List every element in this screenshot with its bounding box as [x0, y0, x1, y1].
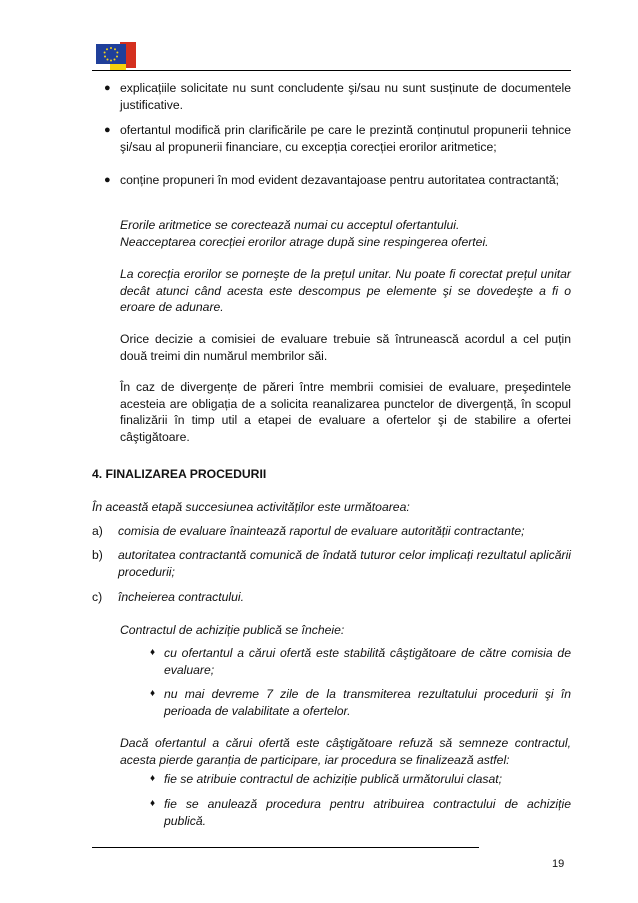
bullet-icon: ●	[104, 174, 111, 186]
contract-item-text: nu mai devreme 7 zile de la transmiterea rezultatului procedurii şi în perioada de valabilitate a ofertelor.	[164, 687, 571, 718]
contract-intro-text: Contractul de achiziție publică se încheie:	[120, 623, 345, 637]
list-item	[150, 771, 571, 788]
bullet-text: explicațiile solicitate nu sunt concludente şi/sau nu sunt susținute de documentele justificative.	[120, 81, 571, 112]
header-rule	[92, 70, 571, 71]
list-item	[92, 589, 571, 606]
list-item	[150, 686, 571, 719]
section-heading: 4. FINALIZAREA PROCEDURII	[92, 467, 267, 481]
bullet-icon: ●	[104, 82, 111, 94]
list-item	[92, 523, 571, 540]
divergence-paragraph	[120, 379, 571, 445]
step-label: a)	[92, 524, 103, 538]
correction-text: La corecția erorilor se porneşte de la prețul unitar. Nu poate fi corectat prețul unitar decât atunci când acesta este descompus pe elemente şi se dovedeşte a fi o eroare de adunare.	[120, 267, 571, 314]
decision-paragraph	[120, 331, 571, 364]
refusal-item-text: fie se atribuie contractul de achiziție publică următorului clasat;	[164, 772, 503, 786]
diamond-bullet-icon: ♦	[150, 647, 156, 658]
refusal-text: Dacă ofertantul a cărui ofertă este câştigătoare refuză să semneze contractul, acesta pierde garanția de participare, iar procedura se finalizează astfel:	[120, 736, 571, 767]
step-text: comisia de evaluare înaintează raportul de evaluare autorității contractante;	[118, 524, 525, 538]
correction-paragraph	[120, 266, 571, 316]
diamond-bullet-icon: ♦	[150, 798, 156, 809]
list-item	[104, 172, 571, 189]
step-text: autoritatea contractantă comunică de îndată tuturor celor implicați rezultatul aplicării procedurii;	[118, 548, 571, 579]
bullet-text: conține propuneri în mod evident dezavantajoase pentru autoritatea contractantă;	[120, 173, 560, 187]
refusal-paragraph	[120, 735, 571, 768]
step-label: b)	[92, 548, 103, 562]
list-item	[92, 547, 571, 580]
list-item	[150, 796, 571, 829]
refusal-item-text: fie se anulează procedura pentru atribuirea contractului de achiziție publică.	[164, 797, 571, 828]
bullet-text: ofertantul modifică prin clarificările pe care le prezintă conținutul propunerii tehnice şi/sau al propunerii financiare, cu excepția corecției erorilor aritmetice;	[120, 123, 571, 154]
eu-romania-logo	[96, 40, 136, 72]
footer-rule	[92, 847, 479, 848]
contract-intro	[120, 622, 571, 639]
step-text: încheierea contractului.	[118, 590, 245, 604]
page-number: 19	[552, 858, 565, 870]
step-label: c)	[92, 590, 103, 604]
diamond-bullet-icon: ♦	[150, 688, 156, 699]
diamond-bullet-icon: ♦	[150, 773, 156, 784]
errors-line-2: Neacceptarea corecției erorilor atrage după sine respingerea ofertei.	[120, 234, 489, 249]
bullet-icon: ●	[104, 124, 111, 136]
section-intro: În această etapă succesiunea activităților este următoarea:	[92, 500, 410, 514]
list-item	[104, 80, 571, 113]
decision-text: Orice decizie a comisiei de evaluare trebuie să întrunească acordul a cel puțin două treimi din numărul membrilor săi.	[120, 332, 571, 363]
list-item	[104, 122, 571, 155]
errors-paragraph	[120, 217, 571, 250]
divergence-text: În caz de divergențe de păreri între membrii comisiei de evaluare, preşedintele acesteia are obligația de a solicita reanalizarea punctelor de divergență, în scopul finalizării în timp util a etapei de evaluare a ofertelor şi de stabilire a ofertei câştigătoare.	[120, 380, 571, 444]
errors-line-1: Erorile aritmetice se corectează numai cu acceptul ofertantului.	[120, 218, 460, 232]
contract-item-text: cu ofertantul a cărui ofertă este stabilită câştigătoare de către comisia de evaluare;	[164, 646, 571, 677]
list-item	[150, 645, 571, 678]
